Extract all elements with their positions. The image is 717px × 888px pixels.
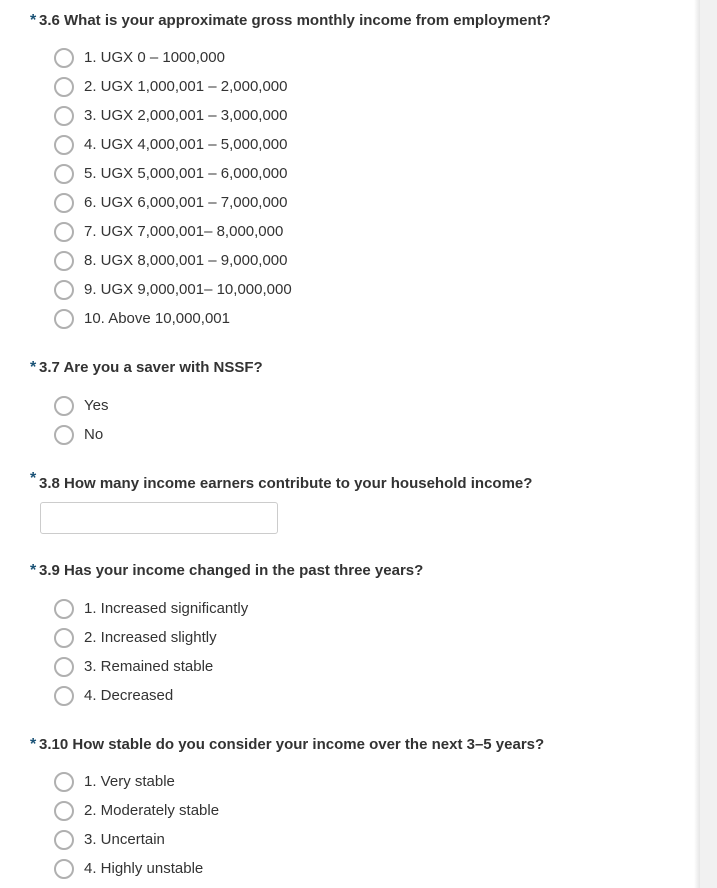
radio-button[interactable] — [54, 859, 74, 879]
question-title: 3.7 Are you a saver with NSSF? — [39, 359, 263, 376]
required-marker: * — [30, 736, 37, 753]
radio-option[interactable] — [54, 222, 454, 244]
radio-option[interactable] — [54, 772, 454, 794]
radio-option[interactable] — [54, 801, 454, 823]
radio-button[interactable] — [54, 164, 74, 184]
radio-option[interactable] — [54, 280, 454, 302]
radio-option[interactable] — [54, 164, 454, 186]
option-label: 1. UGX 0 – 1000,000 — [84, 49, 225, 66]
radio-button[interactable] — [54, 251, 74, 271]
scrollbar[interactable] — [700, 0, 717, 888]
question-title: 3.9 Has your income changed in the past three years? — [39, 562, 424, 579]
radio-option[interactable] — [54, 135, 454, 157]
radio-option[interactable] — [54, 106, 454, 128]
radio-button[interactable] — [54, 135, 74, 155]
option-label: 2. UGX 1,000,001 – 2,000,000 — [84, 78, 288, 95]
option-label: 9. UGX 9,000,001– 10,000,000 — [84, 281, 292, 298]
radio-option-no[interactable] — [54, 425, 454, 447]
radio-option[interactable] — [54, 830, 454, 852]
option-label: 1. Increased significantly — [84, 600, 249, 617]
required-marker: * — [30, 470, 37, 487]
radio-button[interactable] — [54, 830, 74, 850]
option-label: 3. Uncertain — [84, 831, 165, 848]
radio-button[interactable] — [54, 77, 74, 97]
radio-button[interactable] — [54, 309, 74, 329]
option-label: 10. Above 10,000,001 — [84, 310, 230, 327]
radio-option[interactable] — [54, 251, 454, 273]
option-label: 3. Remained stable — [84, 658, 214, 675]
radio-option-yes[interactable] — [54, 396, 454, 418]
option-label: 4. Highly unstable — [84, 860, 204, 877]
radio-option[interactable] — [54, 193, 454, 215]
option-label: 2. Increased slightly — [84, 629, 217, 646]
radio-button[interactable] — [54, 280, 74, 300]
option-label: 8. UGX 8,000,001 – 9,000,000 — [84, 252, 288, 269]
radio-option[interactable] — [54, 859, 454, 881]
radio-option[interactable] — [54, 599, 454, 621]
option-label: 4. UGX 4,000,001 – 5,000,000 — [84, 136, 288, 153]
radio-button[interactable] — [54, 48, 74, 68]
required-marker: * — [30, 562, 37, 579]
radio-option[interactable] — [54, 686, 454, 708]
option-label: 1. Very stable — [84, 773, 175, 790]
scrollbar-thumb[interactable] — [703, 0, 714, 888]
radio-button[interactable] — [54, 628, 74, 648]
radio-option[interactable] — [54, 628, 454, 650]
radio-button[interactable] — [54, 396, 74, 416]
question-title: 3.8 How many income earners contribute to your household income? — [39, 475, 533, 492]
radio-button[interactable] — [54, 772, 74, 792]
radio-button[interactable] — [54, 657, 74, 677]
option-label: No — [84, 426, 104, 443]
radio-button[interactable] — [54, 686, 74, 706]
option-label: 4. Decreased — [84, 687, 174, 704]
radio-option[interactable] — [54, 77, 454, 99]
required-marker: * — [30, 359, 37, 376]
radio-button[interactable] — [54, 801, 74, 821]
radio-button[interactable] — [54, 106, 74, 126]
household-earners-input[interactable] — [40, 502, 278, 534]
radio-option[interactable] — [54, 309, 454, 331]
question-title: 3.10 How stable do you consider your income over the next 3–5 years? — [39, 736, 545, 753]
option-label: 6. UGX 6,000,001 – 7,000,000 — [84, 194, 288, 211]
option-label: Yes — [84, 397, 109, 414]
option-label: 2. Moderately stable — [84, 802, 220, 819]
option-label: 3. UGX 2,000,001 – 3,000,000 — [84, 107, 288, 124]
radio-button[interactable] — [54, 599, 74, 619]
option-label: 5. UGX 5,000,001 – 6,000,000 — [84, 165, 288, 182]
radio-button[interactable] — [54, 193, 74, 213]
radio-button[interactable] — [54, 425, 74, 445]
radio-button[interactable] — [54, 222, 74, 242]
radio-option[interactable] — [54, 48, 454, 70]
question-title: 3.6 What is your approximate gross monthly income from employment? — [39, 12, 551, 29]
radio-option[interactable] — [54, 657, 454, 679]
required-marker: * — [30, 12, 37, 29]
option-label: 7. UGX 7,000,001– 8,000,000 — [84, 223, 284, 240]
